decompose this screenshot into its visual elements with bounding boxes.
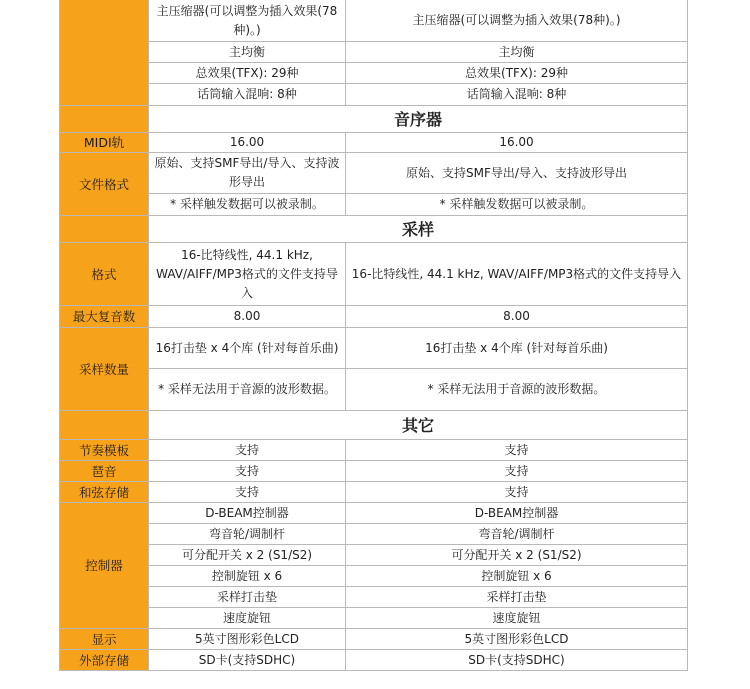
table-row bbox=[60, 524, 688, 545]
cell-rhythm-b: 支持 bbox=[346, 440, 688, 461]
table-row bbox=[60, 629, 688, 650]
row-label-controllers: 控制器 bbox=[60, 503, 149, 629]
cell-display-b: 5英寸图形彩色LCD bbox=[346, 629, 688, 650]
table-row bbox=[60, 608, 688, 629]
cell-controller-a: 速度旋钮 bbox=[149, 608, 346, 629]
row-label-midi: MIDI轨 bbox=[60, 133, 149, 153]
cell-display-a: 5英寸图形彩色LCD bbox=[149, 629, 346, 650]
cell-file-note-a: * 采样触发数据可以被录制。 bbox=[149, 194, 346, 216]
cell-file-format-b: 原始、支持SMF导出/导入、支持波形导出 bbox=[346, 153, 688, 194]
cell-sample-format-a: 16-比特线性, 44.1 kHz, WAV/AIFF/MP3格式的文件支持导入 bbox=[149, 243, 346, 306]
cell-arpeggio-b: 支持 bbox=[346, 461, 688, 482]
table-row bbox=[60, 440, 688, 461]
cell-file-format-a: 原始、支持SMF导出/导入、支持波形导出 bbox=[149, 153, 346, 194]
row-label-mixer bbox=[60, 0, 149, 106]
cell-midi-b: 16.00 bbox=[346, 133, 688, 153]
cell-controller-b: 弯音轮/调制杆 bbox=[346, 524, 688, 545]
table-row bbox=[60, 133, 688, 153]
section-title-sampling: 采样 bbox=[149, 216, 688, 243]
row-label-arpeggio: 琶音 bbox=[60, 461, 149, 482]
row-label-storage: 外部存储 bbox=[60, 650, 149, 671]
cell-sample-note-b: * 采样无法用于音源的波形数据。 bbox=[346, 369, 688, 411]
table-row bbox=[60, 369, 688, 411]
table-row bbox=[60, 328, 688, 369]
cell-storage-a: SD卡(支持SDHC) bbox=[149, 650, 346, 671]
cell-chord-b: 支持 bbox=[346, 482, 688, 503]
table-row bbox=[60, 461, 688, 482]
table-row bbox=[60, 482, 688, 503]
cell-chord-a: 支持 bbox=[149, 482, 346, 503]
cell-eq-b: 主均衡 bbox=[346, 42, 688, 63]
row-label-sample-count: 采样数量 bbox=[60, 328, 149, 411]
cell-controller-b: 速度旋钮 bbox=[346, 608, 688, 629]
row-label-polyphony: 最大复音数 bbox=[60, 306, 149, 328]
cell-controller-a: D-BEAM控制器 bbox=[149, 503, 346, 524]
cell-controller-b: 控制旋钮 x 6 bbox=[346, 566, 688, 587]
row-label-chord-memory: 和弦存储 bbox=[60, 482, 149, 503]
table-row bbox=[60, 42, 688, 63]
cell-tfx-a: 总效果(TFX): 29种 bbox=[149, 63, 346, 84]
cell-controller-a: 控制旋钮 x 6 bbox=[149, 566, 346, 587]
row-label-sample-format: 格式 bbox=[60, 243, 149, 306]
table-row bbox=[60, 84, 688, 106]
cell-controller-b: 采样打击垫 bbox=[346, 587, 688, 608]
row-label-file-format: 文件格式 bbox=[60, 153, 149, 216]
cell-controller-a: 采样打击垫 bbox=[149, 587, 346, 608]
cell-midi-a: 16.00 bbox=[149, 133, 346, 153]
table-row bbox=[60, 63, 688, 84]
spec-table bbox=[59, 0, 688, 671]
section-row bbox=[60, 106, 688, 133]
row-label-display: 显示 bbox=[60, 629, 149, 650]
table-row bbox=[60, 650, 688, 671]
cell-compressor-b: 主压缩器(可以调整为插入效果(78种)。) bbox=[346, 0, 688, 42]
cell-sample-count-b: 16打击垫 x 4个库 (针对每首乐曲) bbox=[346, 328, 688, 369]
table-row bbox=[60, 566, 688, 587]
section-row bbox=[60, 216, 688, 243]
cell-mic-b: 话筒输入混响: 8种 bbox=[346, 84, 688, 106]
section-left-blank bbox=[60, 411, 149, 440]
cell-controller-a: 弯音轮/调制杆 bbox=[149, 524, 346, 545]
cell-polyphony-b: 8.00 bbox=[346, 306, 688, 328]
section-title-other: 其它 bbox=[149, 411, 688, 440]
section-row bbox=[60, 411, 688, 440]
table-row bbox=[60, 545, 688, 566]
cell-storage-b: SD卡(支持SDHC) bbox=[346, 650, 688, 671]
cell-sample-note-a: * 采样无法用于音源的波形数据。 bbox=[149, 369, 346, 411]
cell-sample-count-a: 16打击垫 x 4个库 (针对每首乐曲) bbox=[149, 328, 346, 369]
cell-tfx-b: 总效果(TFX): 29种 bbox=[346, 63, 688, 84]
cell-arpeggio-a: 支持 bbox=[149, 461, 346, 482]
row-label-rhythm: 节奏模板 bbox=[60, 440, 149, 461]
table-row bbox=[60, 503, 688, 524]
cell-controller-b: D-BEAM控制器 bbox=[346, 503, 688, 524]
cell-file-note-b: * 采样触发数据可以被录制。 bbox=[346, 194, 688, 216]
cell-polyphony-a: 8.00 bbox=[149, 306, 346, 328]
cell-controller-a: 可分配开关 x 2 (S1/S2) bbox=[149, 545, 346, 566]
cell-controller-b: 可分配开关 x 2 (S1/S2) bbox=[346, 545, 688, 566]
section-left-blank bbox=[60, 216, 149, 243]
cell-eq-a: 主均衡 bbox=[149, 42, 346, 63]
cell-rhythm-a: 支持 bbox=[149, 440, 346, 461]
section-left-blank bbox=[60, 106, 149, 133]
section-title-sequencer: 音序器 bbox=[149, 106, 688, 133]
table-row bbox=[60, 0, 688, 42]
cell-mic-a: 话筒输入混响: 8种 bbox=[149, 84, 346, 106]
table-row bbox=[60, 243, 688, 306]
table-row bbox=[60, 153, 688, 194]
table-row bbox=[60, 306, 688, 328]
table-row bbox=[60, 194, 688, 216]
cell-compressor-a: 主压缩器(可以调整为插入效果(78种)。) bbox=[149, 0, 346, 42]
table-row bbox=[60, 587, 688, 608]
cell-sample-format-b: 16-比特线性, 44.1 kHz, WAV/AIFF/MP3格式的文件支持导入 bbox=[346, 243, 688, 306]
